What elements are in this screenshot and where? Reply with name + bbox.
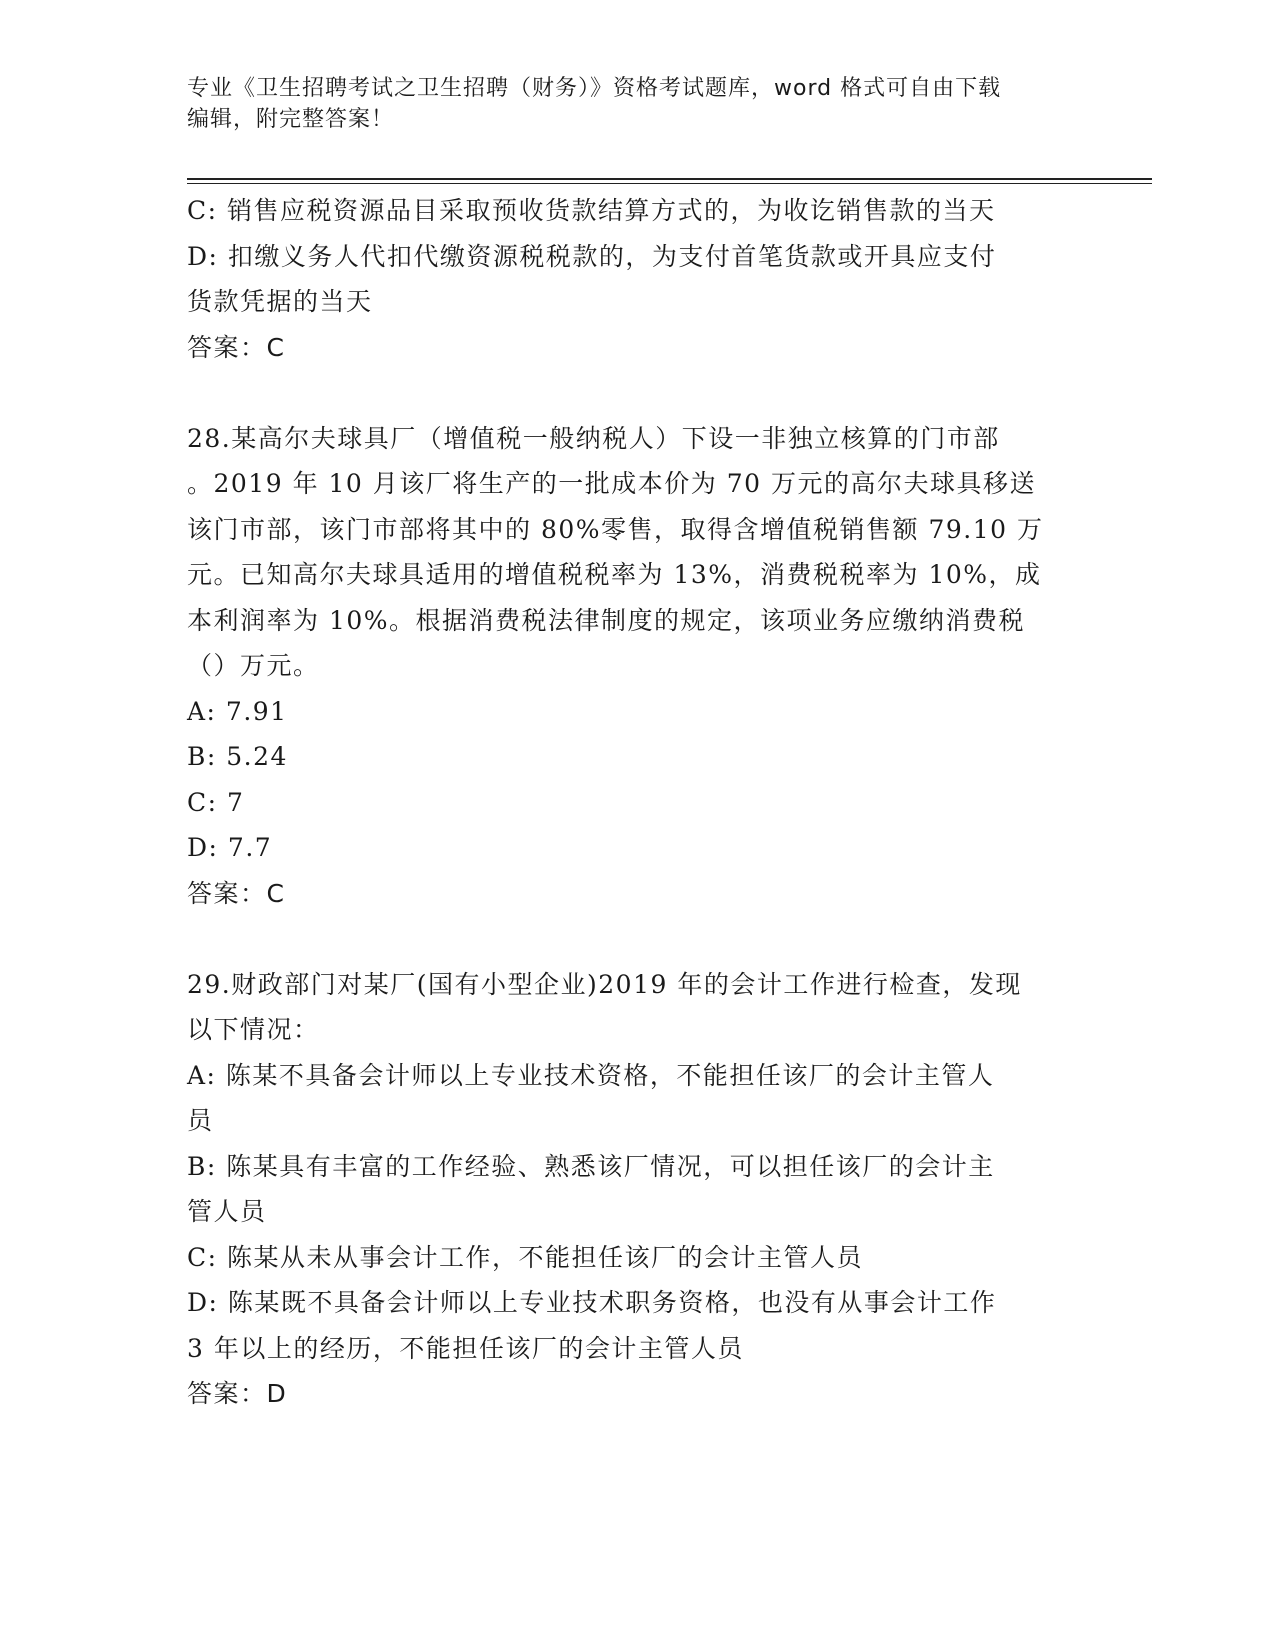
question-stem: 。2019 年 10 月该厂将生产的一批成本价为 70 万元的高尔夫球具移送: [187, 469, 1036, 498]
question-stem: 以下情况：: [187, 1015, 320, 1044]
question-stem: 元。已知高尔夫球具适用的增值税税率为 13%，消费税税率为 10%，成: [187, 560, 1042, 589]
option-d-continued: 3 年以上的经历，不能担任该厂的会计主管人员: [187, 1333, 744, 1363]
question-stem: 本利润率为 10%。根据消费税法律制度的规定，该项业务应缴纳消费税: [187, 605, 1026, 635]
answer: 答案：C: [187, 332, 286, 362]
option-d: D: 陈某既不具备会计师以上专业技术职务资格，也没有从事会计工作: [187, 1288, 997, 1317]
option-c: C: 陈某从未从事会计工作，不能担任该厂的会计主管人员: [187, 1242, 864, 1272]
option-b: B: 陈某具有丰富的工作经验、熟悉该厂情况，可以担任该厂的会计主: [187, 1151, 995, 1181]
answer: 答案：D: [187, 1379, 288, 1408]
option-d: D: 7.7: [187, 833, 273, 862]
header-line: 专业《卫生招聘考试之卫生招聘（财务）》资格考试题库，word 格式可自由下载: [187, 76, 1002, 101]
option-a-continued: 员: [187, 1106, 214, 1135]
answer: 答案：C: [187, 878, 286, 908]
option-b-continued: 管人员: [187, 1197, 267, 1226]
question-stem: （）万元。: [187, 651, 320, 680]
question-28: [187, 416, 1087, 917]
document-header: [187, 73, 1067, 135]
document-body: [187, 188, 1087, 1417]
question-27-tail: [187, 188, 1087, 370]
option-c: C: 7: [187, 787, 245, 817]
question-29: [187, 962, 1087, 1417]
option-a: A: 7.91: [187, 696, 288, 726]
header-line: 编辑，附完整答案！: [187, 107, 395, 132]
option-c: C: 销售应税资源品目采取预收货款结算方式的，为收讫销售款的当天: [187, 196, 996, 225]
header-divider-thin: [187, 183, 1152, 184]
header-divider-thick: [187, 178, 1152, 180]
option-d: D: 扣缴义务人代扣代缴资源税税款的，为支付首笔货款或开具应支付: [187, 241, 997, 271]
option-b: B: 5.24: [187, 742, 288, 771]
question-stem: 28.某高尔夫球具厂（增值税一般纳税人）下设一非独立核算的门市部: [187, 423, 1000, 453]
option-d-continued: 货款凭据的当天: [187, 287, 373, 316]
spacer: [187, 370, 1087, 416]
question-stem: 该门市部，该门市部将其中的 80%零售，取得含增值税销售额 79.10 万: [187, 514, 1044, 544]
option-a: A: 陈某不具备会计师以上专业技术资格，不能担任该厂的会计主管人: [187, 1060, 995, 1090]
spacer: [187, 916, 1087, 962]
question-stem: 29.财政部门对某厂(国有小型企业)2019 年的会计工作进行检查，发现: [187, 969, 1022, 999]
